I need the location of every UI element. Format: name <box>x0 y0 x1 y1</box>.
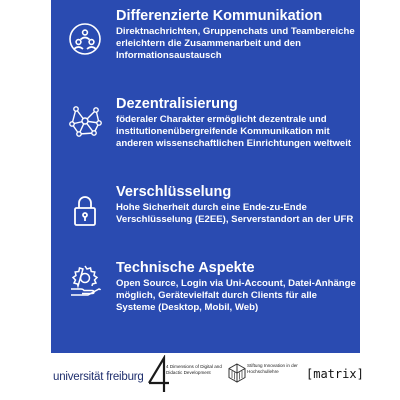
feature-description: Open Source, Login via Uni-Account, Datei-Anhänge möglich, Gerätevielfalt durch Clients für alle Systeme (Desktop, Mobil, Web) <box>116 278 356 314</box>
feature-description: föderaler Charakter ermöglicht dezentrale und institutionenübergreifende Kommunikation mit anderen wissenschaftlichen Einrichtungen weltweit <box>116 114 352 150</box>
stiftung-logo-text: Stiftung Innovation in der Hochschullehre <box>247 363 298 374</box>
gear-hand-icon <box>68 264 102 298</box>
university-freiburg-logo: universität freiburg <box>53 371 144 383</box>
stiftung-logo-mark <box>228 363 246 383</box>
group-communication-icon <box>68 22 102 56</box>
matrix-logo: [matrix] <box>306 367 364 381</box>
padlock-icon <box>68 194 102 228</box>
feature-title: Verschlüsselung <box>116 184 232 200</box>
feature-description: Hohe Sicherheit durch eine Ende-zu-Ende Verschlüsselung (E2EE), Serverstandort an der UFR <box>116 202 354 226</box>
feature-title: Technische Aspekte <box>116 260 255 276</box>
feature-panel <box>51 0 360 353</box>
network-nodes-icon <box>68 104 102 138</box>
feature-title: Differenzierte Kommunikation <box>116 8 323 24</box>
feature-title: Dezentralisierung <box>116 96 238 112</box>
four-dimensions-logo-text: 4 Dimensions of Digital and Didactic Development <box>166 364 222 375</box>
feature-description: Direktnachrichten, Gruppenchats und Teambereiche erleichtern die Zusammenarbeit und den Informationsaustausch <box>116 26 355 62</box>
logo-footer <box>0 353 400 400</box>
